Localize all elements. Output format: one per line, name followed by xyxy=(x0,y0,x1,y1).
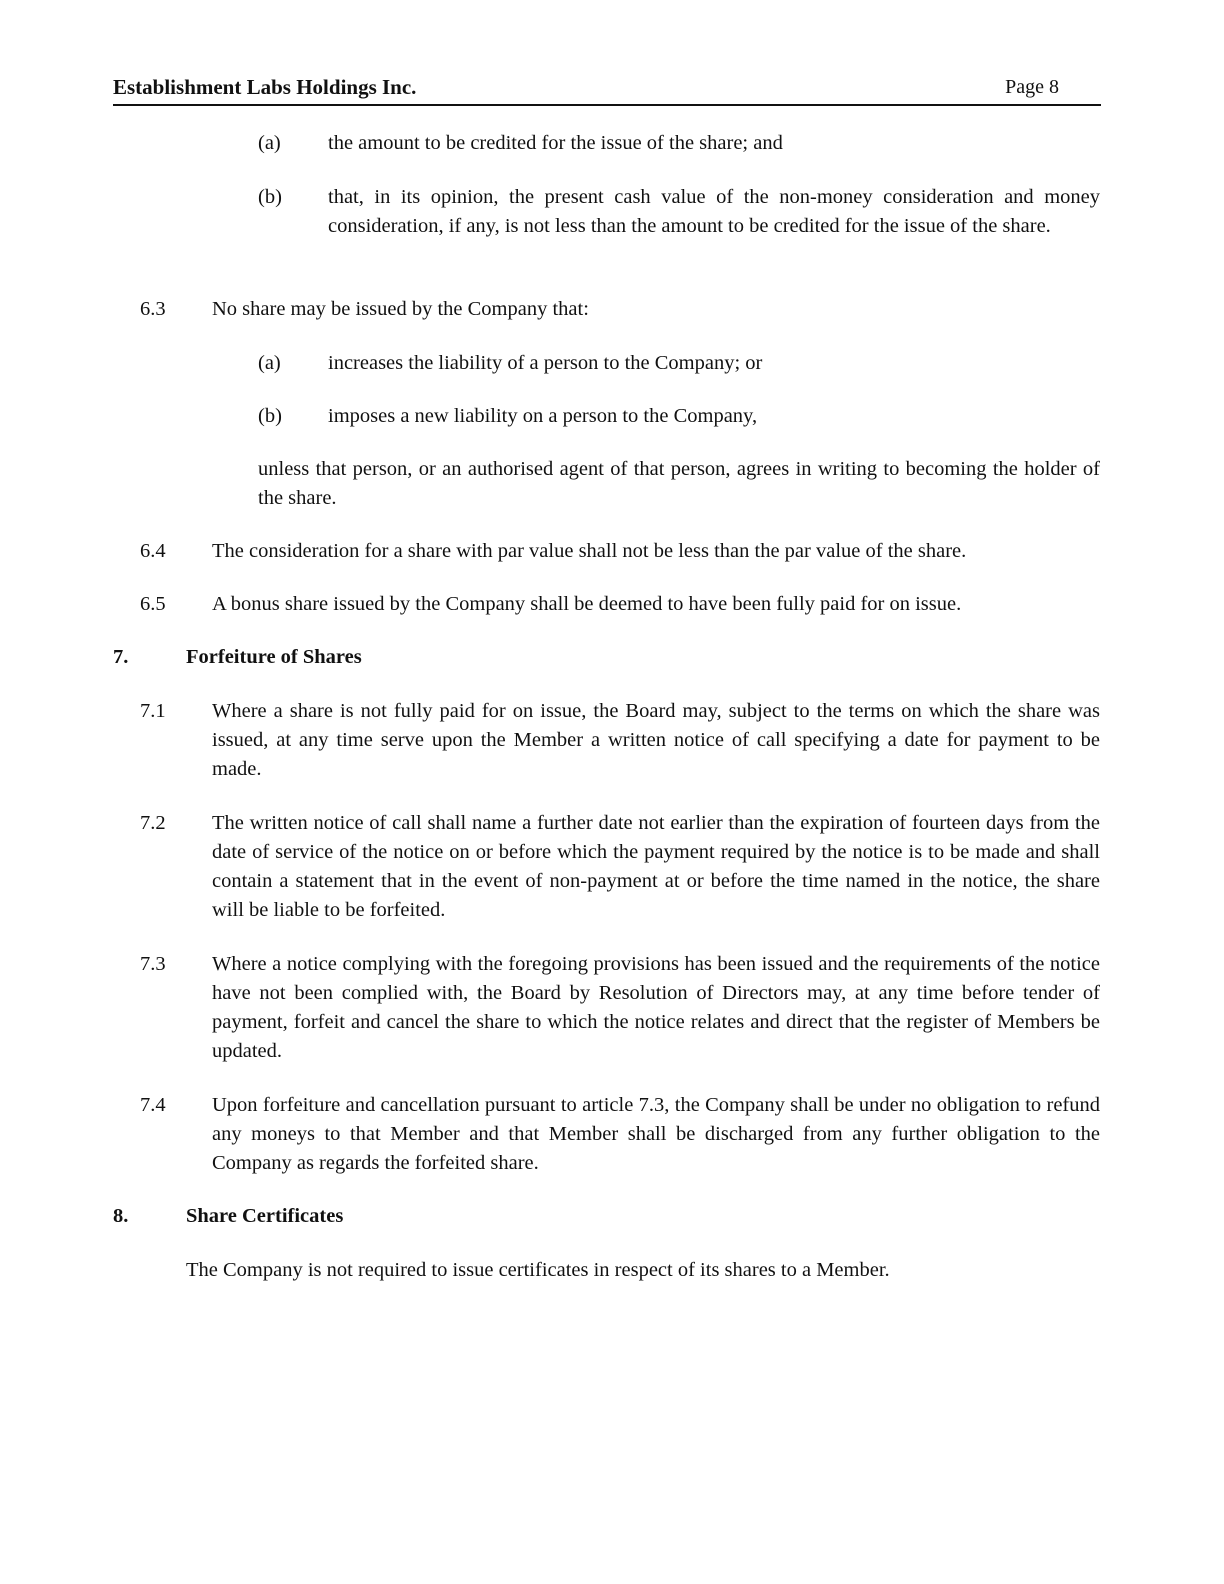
clause-tail-text: unless that person, or an authorised agent of that person, agrees in writing to becoming the holder of the share. xyxy=(258,458,1100,509)
section-number: 6.5 xyxy=(140,593,166,615)
section-number: 6.3 xyxy=(140,298,166,320)
section-text: No share may be issued by the Company that: xyxy=(212,298,589,320)
page-header xyxy=(113,74,1101,106)
section-text: The consideration for a share with par value shall not be less than the par value of the share. xyxy=(212,540,967,562)
section-number: 7.2 xyxy=(140,812,166,834)
section-text: The written notice of call shall name a further date not earlier than the expiration of fourteen days from the date of service of the notice on or before which the payment required by the notice is to be made and shall contain a statement that in the event of non-payment at or before the time named in the notice, the share will be liable to be forfeited. xyxy=(212,812,1100,921)
clause-label: (b) xyxy=(258,405,282,427)
clause-text: increases the liability of a person to the Company; or xyxy=(328,352,763,374)
heading-title: Forfeiture of Shares xyxy=(186,646,362,668)
section-number: 7.4 xyxy=(140,1094,166,1116)
section-text: Upon forfeiture and cancellation pursuant to article 7.3, the Company shall be under no obligation to refund any moneys to that Member and that Member shall be discharged from any further obligation to the Company as regards the forfeited share. xyxy=(212,1094,1100,1174)
page-number: Page 8 xyxy=(1005,76,1059,98)
heading-title: Share Certificates xyxy=(186,1205,344,1227)
section-text: The Company is not required to issue certificates in respect of its shares to a Member. xyxy=(186,1259,890,1281)
heading-number: 8. xyxy=(113,1205,129,1227)
section-number: 7.1 xyxy=(140,700,166,722)
section-number: 7.3 xyxy=(140,953,166,975)
clause-label: (a) xyxy=(258,352,281,374)
clause-label: (b) xyxy=(258,186,282,208)
company-name: Establishment Labs Holdings Inc. xyxy=(113,75,417,99)
section-number: 6.4 xyxy=(140,540,166,562)
section-text: Where a share is not fully paid for on issue, the Board may, subject to the terms on which the share was issued, at any time serve upon the Member a written notice of call specifying a date for payment to be made. xyxy=(212,700,1100,780)
clause-text: that, in its opinion, the present cash value of the non-money consideration and money consideration, if any, is not less than the amount to be credited for the issue of the share. xyxy=(328,186,1100,237)
clause-label: (a) xyxy=(258,132,281,154)
section-text: Where a notice complying with the foregoing provisions has been issued and the requirements of the notice have not been complied with, the Board by Resolution of Directors may, at any time before tender of payment, forfeit and cancel the share to which the notice relates and direct that the register of Members be updated. xyxy=(212,953,1100,1062)
clause-text: imposes a new liability on a person to the Company, xyxy=(328,405,758,427)
clause-text: the amount to be credited for the issue of the share; and xyxy=(328,132,783,154)
section-text: A bonus share issued by the Company shall be deemed to have been fully paid for on issue. xyxy=(212,593,962,615)
heading-number: 7. xyxy=(113,646,129,668)
